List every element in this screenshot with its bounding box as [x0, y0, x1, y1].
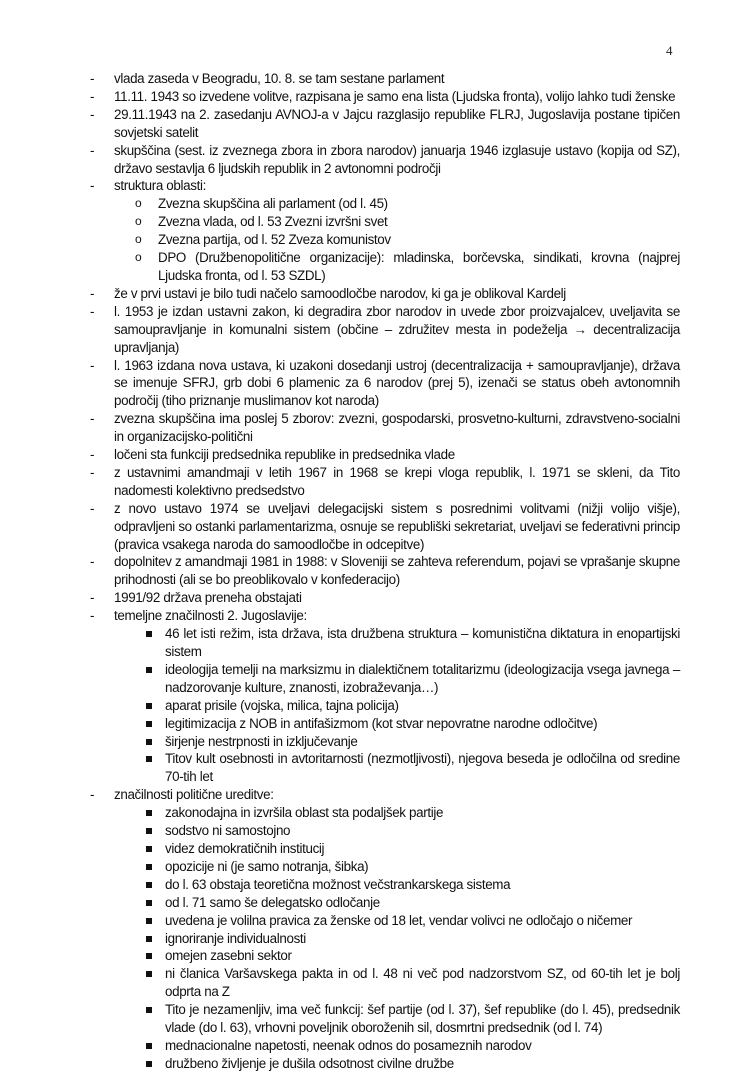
list-item-text: 11.11. 1943 so izvedene volitve, razpisana je samo ena lista (Ljudska fronta), volijo lahko tudi ženske	[114, 88, 676, 104]
sub-list-item	[0, 930, 680, 948]
list-item	[0, 177, 680, 195]
list-item-text: 1991/92 država preneha obstajati	[114, 590, 302, 606]
list-item-text: Tito je nezamenljiv, ima več funkcij: šef partije (od l. 37), šef republike (do l. 45), predsednik vlade (do l. 63), vrhovni poveljnik oboroženih sil, dosmrtni predsednik (od l. 74)	[165, 1002, 680, 1036]
list-item-text: z novo ustavo 1974 se uveljavi delegacijski sistem s posrednimi volitvami (nižji volijo višje), odpravljeni so ostanki parlamentarizma, osnuje se republiški sekretariat, uveljavi se federativni princip (pravica vsakega naroda do samoodločbe in odcepitve)	[114, 500, 680, 552]
list-item-text: vlada zaseda v Beogradu, 10. 8. se tam sestane parlament	[114, 71, 445, 86]
list-item-text: sodstvo ni samostojno	[165, 823, 291, 839]
list-item-text: zakonodajna in izvršila oblast sta podaljšek partije	[165, 805, 444, 821]
list-item-text: Zvezna skupščina ali parlament (od l. 45)	[158, 196, 388, 212]
circle-bullet-icon: o	[135, 214, 142, 229]
list-item-text: legitimizacija z NOB in antifašizmom (kot stvar nepovratne narodne odločitve)	[165, 715, 598, 731]
square-bullet-icon	[146, 1043, 152, 1049]
square-bullet-icon	[146, 900, 152, 906]
sub-list-item	[0, 822, 680, 840]
sub-list-item	[0, 750, 680, 786]
square-bullet-icon	[146, 864, 152, 870]
sub-list-item	[0, 625, 680, 661]
sub-list-item	[0, 840, 680, 858]
dash-bullet-icon: -	[90, 447, 95, 463]
list-item-text: omejen zasebni sektor	[165, 948, 292, 964]
sub-list-item	[0, 804, 680, 822]
list-item-text: zvezna skupščina ima poslej 5 zborov: zvezni, gospodarski, prosvetno-kulturni, zdravstveno-socialni in organizacijsko-politični	[114, 411, 680, 445]
dash-bullet-icon: -	[90, 608, 95, 624]
list-item	[0, 303, 680, 357]
sub-list-item	[0, 1001, 680, 1037]
list-item-text: opozicije ni (je samo notranja, šibka)	[165, 858, 369, 874]
dash-bullet-icon: -	[90, 500, 95, 516]
list-item	[0, 607, 680, 625]
list-item	[0, 142, 680, 178]
square-bullet-icon	[146, 918, 152, 924]
dash-bullet-icon: -	[90, 590, 95, 606]
dash-bullet-icon: -	[90, 411, 95, 427]
square-bullet-icon	[146, 1007, 152, 1013]
sub-list-item	[0, 733, 680, 751]
list-item-text: z ustavnimi amandmaji v letih 1967 in 1968 se krepi vloga republik, l. 1971 se skleni, da Tito nadomesti kolektivno predsedstvo	[114, 464, 680, 498]
dash-bullet-icon: -	[90, 787, 95, 803]
sub-list-item	[0, 894, 680, 912]
list-item-text: dopolnitev z amandmaji 1981 in 1988: v Sloveniji se zahteva referendum, pojavi se vprašanje skupne prihodnosti (ali se bo preoblikovalo v konfederacijo)	[114, 554, 680, 588]
list-item	[0, 464, 680, 500]
square-bullet-icon	[146, 721, 152, 727]
dash-bullet-icon: -	[90, 357, 95, 373]
list-item-text: l. 1963 izdana nova ustava, ki uzakoni dosedanji ustroj (decentralizacija + samoupravljanje), država se imenuje SFRJ, grb dobi 6 plamenic za 6 narodov (prej 5), izenači se status obeh avtonomnih področij (tiho priznanje muslimanov kot naroda)	[114, 357, 680, 409]
list-item	[0, 786, 680, 804]
dash-bullet-icon: -	[90, 285, 95, 301]
list-item	[0, 553, 680, 589]
list-item-text: 46 let isti režim, ista država, ista družbena struktura – komunistična diktatura in enopartijski sistem	[165, 626, 680, 659]
circle-bullet-icon: o	[135, 232, 142, 247]
dash-bullet-icon: -	[90, 106, 95, 122]
square-bullet-icon	[146, 936, 152, 942]
sub-list-item	[0, 876, 680, 894]
list-item-text: že v prvi ustavi je bilo tudi načelo samoodločbe narodov, ki ga je oblikoval Kardelj	[114, 285, 566, 301]
dash-bullet-icon: -	[90, 88, 95, 104]
list-item-text: uvedena je volilna pravica za ženske od 18 let, vendar volivci ne odločajo o ničemer	[165, 912, 633, 928]
list-item-text: družbeno življenje je dušila odsotnost civilne družbe	[165, 1055, 454, 1071]
list-item-text: videz demokratičnih institucij	[165, 840, 325, 856]
dash-bullet-icon: -	[90, 71, 95, 86]
dash-bullet-icon: -	[90, 142, 95, 158]
sub-list-item	[0, 195, 680, 213]
list-item-text: ideologija temelji na marksizmu in dialektičnem totalitarizmu (ideologizacija vsega javnega – nadzorovanje kulture, znanosti, izobraževanja…)	[165, 661, 680, 695]
circle-bullet-icon: o	[135, 196, 142, 211]
list-item-text: temeljne značilnosti 2. Jugoslavije:	[114, 608, 307, 624]
list-item-text: Zvezna partija, od l. 52 Zveza komunistov	[158, 232, 391, 248]
list-item-text: l. 1953 je izdan ustavni zakon, ki degradira zbor narodov in uvede zbor proizvajalcev, uveljavita se samoupravljanje in komunalni sistem (občine – združitev mesta in podeželja → decentralizacija upravljanja)	[114, 303, 680, 355]
square-bullet-icon	[146, 667, 152, 673]
square-bullet-icon	[146, 703, 152, 709]
square-bullet-icon	[146, 631, 152, 637]
square-bullet-icon	[146, 739, 152, 745]
list-item-text: mednacionalne napetosti, neenak odnos do posameznih narodov	[165, 1037, 532, 1053]
sub-list-item	[0, 697, 680, 715]
sub-list-item	[0, 249, 680, 285]
sub-list-item	[0, 661, 680, 697]
square-bullet-icon	[146, 1061, 152, 1067]
list-item-text: od l. 71 samo še delegatsko odločanje	[165, 894, 380, 910]
dash-bullet-icon: -	[90, 303, 95, 319]
list-item-text: skupščina (sest. iz zveznega zbora in zbora narodov) januarja 1946 izglasuje ustavo (kopija od SZ), državo sestavlja 6 ljudskih republik in 2 avtonomni področji	[114, 142, 680, 176]
sub-list-item	[0, 947, 680, 965]
list-item-text: širjenje nestrpnosti in izključevanje	[165, 733, 358, 749]
sub-list-item	[0, 1037, 680, 1055]
sub-list-item	[0, 1055, 680, 1073]
list-item	[0, 357, 680, 411]
square-bullet-icon	[146, 971, 152, 977]
dash-bullet-icon: -	[90, 464, 95, 480]
list-item-text: struktura oblasti:	[114, 178, 206, 194]
square-bullet-icon	[146, 953, 152, 959]
list-item-text: Titov kult osebnosti in avtoritarnosti (nezmotljivosti), njegova beseda je odločilna od sredine 70-tih let	[165, 751, 680, 785]
list-item-text: značilnosti politične ureditve:	[114, 787, 274, 803]
sub-list-item	[0, 231, 680, 249]
list-item-text: ni članica Varšavskega pakta in od l. 48 ni več pod nadzorstvom SZ, od 60-tih let je bolj odprta na Z	[165, 966, 680, 1000]
list-item-text: 29.11.1943 na 2. zasedanju AVNOJ-a v Jajcu razglasijo republike FLRJ, Jugoslavija postane tipičen sovjetski satelit	[114, 106, 680, 140]
sub-list-item	[0, 213, 680, 231]
list-item	[0, 410, 680, 446]
list-item-text: Zvezna vlada, od l. 53 Zvezni izvršni svet	[158, 214, 388, 230]
list-item-text: DPO (Družbenopolitične organizacije): mladinska, borčevska, sindikati, krovna (najprej Ljudska fronta, od l. 53 SZDL)	[158, 250, 680, 283]
square-bullet-icon	[146, 882, 152, 888]
circle-bullet-icon: o	[135, 250, 142, 265]
list-item-text: ločeni sta funkciji predsednika republike in predsednika vlade	[114, 447, 455, 463]
sub-list-item	[0, 912, 680, 930]
dash-bullet-icon: -	[90, 554, 95, 570]
list-item	[0, 106, 680, 142]
sub-list-item	[0, 965, 680, 1001]
list-item-text: do l. 63 obstaja teoretična možnost večstrankarskega sistema	[165, 876, 511, 892]
list-item	[0, 446, 680, 464]
sub-list-item	[0, 715, 680, 733]
list-item	[0, 88, 680, 106]
list-item-text: ignoriranje individualnosti	[165, 930, 306, 946]
sub-list-item	[0, 858, 680, 876]
list-item	[0, 589, 680, 607]
square-bullet-icon	[146, 828, 152, 834]
list-item	[0, 500, 680, 554]
list-item	[0, 70, 680, 88]
square-bullet-icon	[146, 846, 152, 852]
page-number: 4	[666, 43, 673, 58]
bullet-list	[0, 70, 750, 1073]
square-bullet-icon	[146, 810, 152, 816]
list-item	[0, 285, 680, 303]
dash-bullet-icon: -	[90, 178, 95, 194]
square-bullet-icon	[146, 756, 152, 762]
list-item-text: aparat prisile (vojska, milica, tajna policija)	[165, 697, 399, 713]
